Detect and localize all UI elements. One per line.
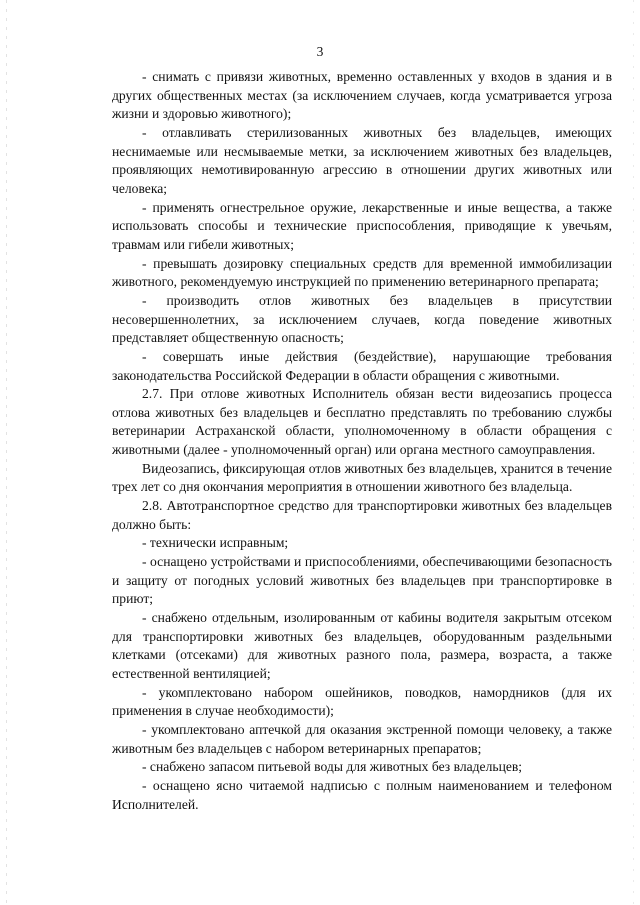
paragraph-2-8-vehicle-requirements: 2.8. Автотранспортное средство для транспортировки животных без владельцев должно быть:: [112, 498, 612, 532]
page-number: 3: [316, 44, 324, 59]
paragraph-first-aid-kit: - укомплектовано аптечкой для оказания экстренной помощи человеку, а также животным без владельцев с набором ветеринарных препаратов;: [112, 721, 612, 756]
paragraph-technically-sound: - технически исправным;: [142, 535, 289, 551]
paragraph-safety-devices: - оснащено устройствами и приспособлениями, обеспечивающими безопасность и защиту от погодных условий животных без владельцев при транспортировке в приют;: [112, 554, 612, 607]
paragraph-2-7-video-recording: 2.7. При отлове животных Исполнитель обязан вести видеозапись процесса отлова животных без владельцев и бесплатно представлять по требованию службы ветеринарии Астраханской области, уполномоченному в области обращения с животными (далее - уполномоченный орган) или органа местного самоуправления.: [112, 386, 612, 458]
paragraph-sterilized-animals: - отлавливать стерилизованных животных без владельцев, имеющих неснимаемые или несмываемые метки, за исключением животных без владельцев, проявляющих немотивированную агрессию в отношении других животных или человека;: [112, 124, 612, 196]
scan-edge-left: [6, 0, 7, 905]
paragraph-release-from-leash: - снимать с привязи животных, временно оставленных у входов в здания и в других общественных местах (за исключением случаев, когда усматривается угроза жизни и здоровью животного);: [112, 69, 612, 122]
paragraph-minors-present: - производить отлов животных без владельцев в присутствии несовершеннолетних, за исключением случаев, когда поведение животных представляет общественную опасность;: [112, 292, 612, 346]
document-body: [112, 68, 612, 814]
paragraph-drinking-water: - снабжено запасом питьевой воды для животных без владельцев;: [142, 759, 523, 775]
paragraph-dosage-limit: - превышать дозировку специальных средств для временной иммобилизации животного, рекомендуемую инструкцией по применению ветеринарного препарата;: [112, 255, 612, 290]
paragraph-contractor-signage: - оснащено ясно читаемой надписью с полным наименованием и телефоном Исполнителей.: [112, 777, 612, 812]
paragraph-other-violations: - совершать иные действия (бездействие), нарушающие требования законодательства Российской Федерации в области обращения с животными.: [112, 348, 612, 383]
paragraph-collars-leashes: - укомплектовано набором ошейников, поводков, намордников (для их применения в случае необходимости);: [112, 684, 612, 719]
paragraph-video-storage: Видеозапись, фиксирующая отлов животных без владельцев, хранится в течение трех лет со дня окончания мероприятия в отношении животного без владельца.: [112, 460, 612, 495]
paragraph-firearms-substances: - применять огнестрельное оружие, лекарственные и иные вещества, а также использовать способы и технические приспособления, приводящие к увечьям, травмам или гибели животных;: [112, 199, 612, 252]
scan-edge-right: [633, 0, 634, 905]
paragraph-separate-compartment: - снабжено отдельным, изолированным от кабины водителя закрытым отсеком для транспортировки животных без владельцев, оборудованным раздельными клетками (отсеками) для животных разного пола, размера, возраста, а также естественной вентиляцией;: [112, 610, 612, 681]
